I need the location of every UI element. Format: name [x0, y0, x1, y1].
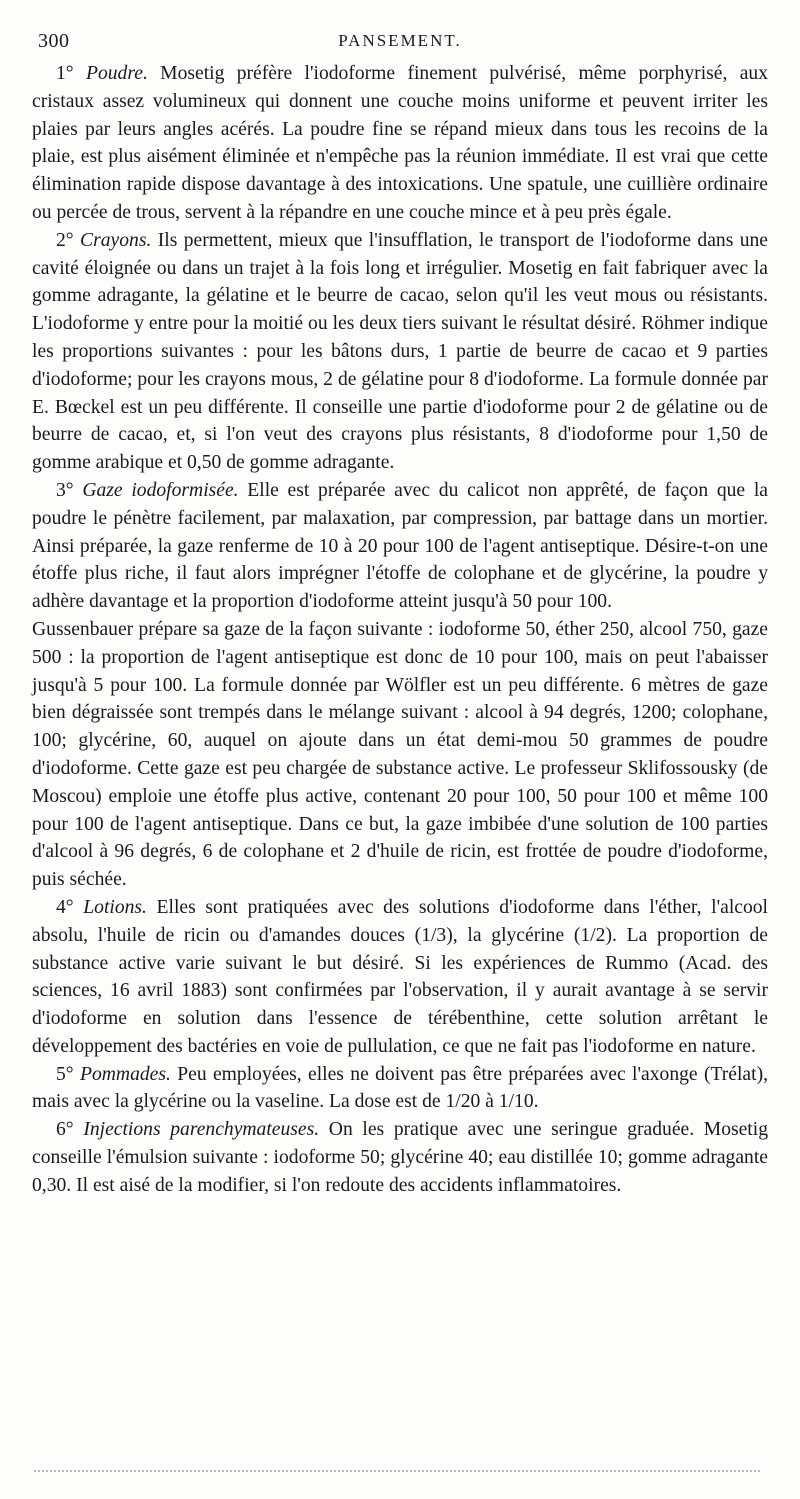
paragraph-poudre [32, 60, 768, 227]
paragraph-number: 6° [56, 1119, 74, 1141]
paragraph-title: Gaze iodoformisée. [82, 479, 239, 501]
paragraph-title: Lotions. [83, 896, 147, 918]
paragraph-injections [32, 1116, 768, 1199]
paragraph-title: Pommades. [80, 1063, 171, 1085]
paragraph-title: Poudre. [85, 63, 148, 84]
bleed-through-line [34, 1470, 760, 1472]
paragraph-title: Injections parenchymateuses. [83, 1119, 320, 1141]
page-header [34, 30, 766, 56]
paragraph-text: On les pratique avec une seringue graduée. Mosetig conseille l'émulsion suivante : iodoforme 50; glycérine 40; eau distillée 10; gomme adragante 0,30. Il est aisé de la modifier, si l'on redoute des accidents inflammatoires. [32, 1119, 768, 1196]
paragraph-text: Elle est préparée avec du calicot non apprêté, de façon que la poudre le pénètre facilement, par malaxation, par compression, par battage dans un mortier. Ainsi préparée, la gaze renferme de 10 à 20 pour 100 de l'agent antiseptique. Désire-t-on une étoffe plus riche, il faut alors imprégner l'étoffe de colophane et de glycérine, la poudre y adhère davantage et la proportion d'iodoforme atteint jusqu'à 50 pour 100. [32, 479, 768, 613]
paragraph-title: Crayons. [80, 229, 152, 251]
paragraph-number: 4° [56, 896, 74, 918]
paragraph-text: Ils permettent, mieux que l'insufflation, le transport de l'iodoforme dans une cavité éloignée ou dans un trajet à la fois long et irrégulier. Mosetig en fait fabriquer avec la gomme adragante, la gélatine et le beurre de cacao, selon qu'il les veut mous ou résistants. L'iodoforme y entre pour la moitié ou les deux tiers suivant le résultat désiré. Röhmer indique les proportions suivantes : pour les bâtons durs, 1 partie de beurre de cacao et 9 parties d'iodoforme; pour les crayons mous, 2 de gélatine pour 8 d'iodoforme. La formule donnée par E. Bœckel est un peu différente. Il conseille une partie d'iodoforme pour 2 de gélatine ou de beurre de cacao, et, si l'on veut des crayons plus résistants, 8 d'iodoforme pour 1,50 de gomme arabique et 0,50 de gomme adragante. [32, 229, 768, 474]
page-body [32, 60, 768, 1200]
paragraph-lotions [32, 894, 768, 1061]
paragraph-number: 1° [56, 63, 74, 84]
page-number: 300 [38, 30, 70, 52]
paragraph-crayons [32, 227, 768, 477]
running-title: PANSEMENT. [338, 31, 462, 50]
paragraph-text: Mosetig préfère l'iodoforme finement pulvérisé, même porphyrisé, aux cristaux assez volumineux qui donnent une couche moins uniforme et peuvent irriter les plaies par leurs angles acérés. La poudre fine se répand mieux dans tous les recoins de la plaie, est plus aisément éliminée et n'empêche pas la réunion immédiate. Il est vrai que cette élimination rapide dispose davantage à des intoxications. Une spatule, une cuillière ordinaire ou percée de trous, servent à la répandre en une couche mince et à peu près égale. [32, 63, 768, 223]
paragraph-text: Elles sont pratiquées avec des solutions d'iodoforme dans l'éther, l'alcool absolu, l'huile de ricin ou d'amandes douces (1/3), la glycérine (1/2). La proportion de substance active varie suivant le but désiré. Si les expériences de Rummo (Acad. des sciences, 16 avril 1883) sont confirmées par l'observation, il y aurait avantage à se servir d'iodoforme en solution dans l'essence de térébenthine, cette solution arrêtant le développement des bactéries en voie de pullulation, ce que ne fait pas l'iodoforme en nature. [32, 896, 769, 1057]
paragraph-gaze-iodoformisee [32, 477, 768, 616]
paragraph-number: 3° [56, 479, 74, 501]
paragraph-number: 5° [56, 1063, 74, 1085]
paragraph-pommades [32, 1061, 768, 1117]
paragraph-text: Gussenbauer prépare sa gaze de la façon suivante : iodoforme 50, éther 250, alcool 750, gaze 500 : la proportion de l'agent antiseptique est donc de 10 pour 100, mais on peut l'abaisser jusqu'à 5 pour 100. La formule donnée par Wölfler est un peu différente. 6 mètres de gaze bien dégraissée sont trempés dans le mélange suivant : alcool à 94 degrés, 1200; colophane, 100; glycérine, 60, auquel on ajoute dans un état demi-mou 50 grammes de poudre d'iodoforme. Cette gaze est peu chargée de substance active. Le professeur Sklifossousky (de Moscou) emploie une étoffe plus active, contenant 20 pour 100, 50 pour 100 et même 100 pour 100 de l'agent antiseptique. Dans ce but, la gaze imbibée d'une solution de 100 parties d'alcool à 96 degrés, 6 de colophane et 2 d'huile de ricin, est frottée de poudre d'iodoforme, puis séchée. [32, 618, 768, 891]
paragraph-gussenbauer [32, 616, 768, 894]
paragraph-text: Peu employées, elles ne doivent pas être préparées avec l'axonge (Trélat), mais avec la glycérine ou la vaseline. La dose est de 1/20 à 1/10. [32, 1063, 768, 1113]
paragraph-number: 2° [56, 229, 74, 251]
